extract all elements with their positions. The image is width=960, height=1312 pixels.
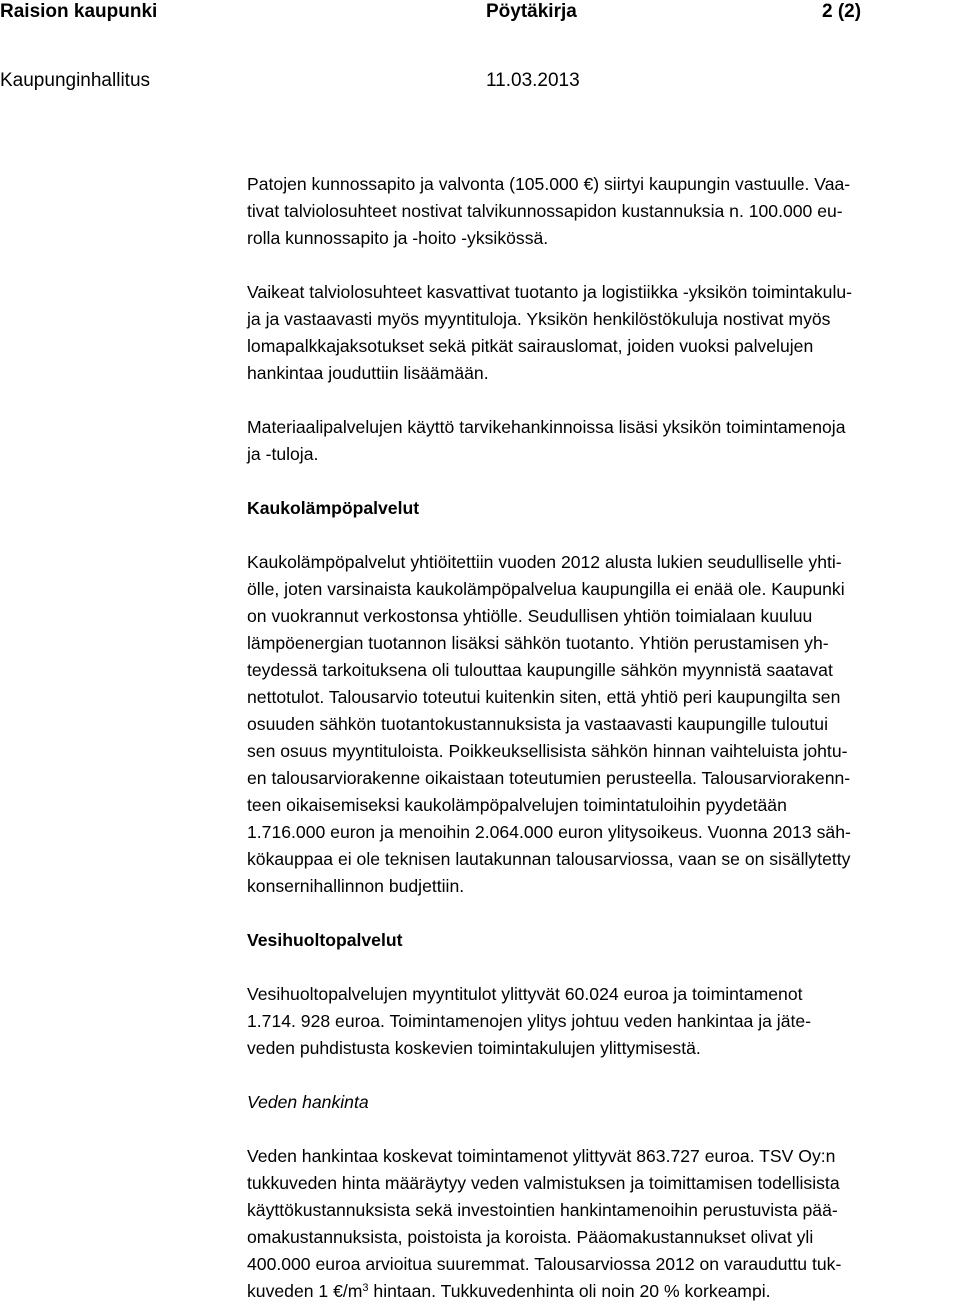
text-line: Vesihuoltopalvelujen myyntitulot ylittyvät 60.024 euroa ja toimintamenot: [247, 984, 803, 1004]
text-line: konsernihallinnon budjettiin.: [247, 876, 465, 896]
meeting-date: 11.03.2013: [486, 70, 580, 91]
text-line: Patojen kunnossapito ja valvonta (105.000 €) siirtyi kaupungin vastuulle. Vaa-: [247, 174, 851, 194]
text-line: 1.716.000 euron ja menoihin 2.064.000 euron ylitysoikeus. Vuonna 2013 säh-: [247, 822, 851, 842]
paragraph-dams: [247, 171, 959, 252]
text-line: 400.000 euroa arvioitua suuremmat. Talousarviossa 2012 on varauduttu tuk-: [247, 1254, 842, 1274]
paragraph-production-logistics: [247, 279, 959, 387]
text-line: ölle, joten varsinaista kaukolämpöpalvelua kaupungilla ei enää ole. Kaupunki: [247, 579, 845, 599]
text-line: tukkuveden hinta määräytyy veden valmistuksen ja toimittamisen todellisista: [247, 1173, 840, 1193]
section-heading-water-supply: Vesihuoltopalvelut: [247, 930, 403, 950]
paragraph-material-services: [247, 414, 959, 468]
text-line: ja ja vastaavasti myös myyntituloja. Yksikön henkilöstökuluja nostivat myös: [247, 309, 831, 329]
text-line: on vuokrannut verkostonsa yhtiölle. Seudullisen yhtiön toimialaan kuuluu: [247, 606, 813, 626]
text-line: Veden hankintaa koskevat toimintamenot ylittyvät 863.727 euroa. TSV Oy:n: [247, 1146, 836, 1166]
text-line: Kaukolämpöpalvelut yhtiöitettiin vuoden 2012 alusta lukien seudulliselle yhti-: [247, 552, 842, 572]
text-line: en talousarviorakenne oikaistaan toteutumien perusteella. Talousarviorakenn-: [247, 768, 851, 788]
document-body: [247, 171, 959, 1305]
text-segment: hintaan. Tukkuvedenhinta oli noin 20 % korkeampi.: [368, 1281, 771, 1301]
body-name: Kaupunginhallitus: [0, 70, 151, 91]
header-row-top: [0, 0, 960, 24]
text-line: tivat talviolosuhteet nostivat talvikunnossapidon kustannuksia n. 100.000 eu-: [247, 201, 843, 221]
organization-name: Raision kaupunki: [0, 1, 158, 22]
text-line: omakustannuksista, poistoista ja koroista. Pääomakustannukset olivat yli: [247, 1227, 814, 1247]
paragraph-water-procurement: [247, 1143, 959, 1305]
text-line: 1.714. 928 euroa. Toimintamenojen ylitys johtuu veden hankintaa ja jäte-: [247, 1011, 812, 1031]
header-row-bottom: [0, 69, 960, 93]
text-line: sen osuus myyntituloista. Poikkeuksellisista sähkön hinnan vaihteluista johtu-: [247, 741, 848, 761]
text-line: Materiaalipalvelujen käyttö tarvikehankinnoissa lisäsi yksikön toimintamenoja: [247, 417, 846, 437]
text-line: hankintaa jouduttiin lisäämään.: [247, 363, 489, 383]
superscript: 3: [362, 1282, 369, 1294]
paragraph-district-heating: [247, 549, 959, 900]
text-line: teydessä tarkoituksena oli tulouttaa kaupungille sähkön myynnistä saatavat: [247, 660, 833, 680]
text-line: kökauppaa ei ole teknisen lautakunnan talousarviossa, vaan se on sisällytetty: [247, 849, 851, 869]
text-line: ja -tuloja.: [247, 444, 319, 464]
text-line: veden puhdistusta koskevien toimintakulujen ylittymisestä.: [247, 1038, 701, 1058]
subheading-water-procurement: Veden hankinta: [247, 1092, 369, 1112]
page-number: 2 (2): [822, 1, 862, 22]
section-heading-district-heating: Kaukolämpöpalvelut: [247, 498, 420, 518]
document-header: [0, 0, 960, 100]
text-segment: kuveden 1 €/m: [247, 1281, 363, 1301]
paragraph-water-supply: [247, 981, 959, 1062]
text-line: lomapalkkajaksotukset sekä pitkät sairauslomat, joiden vuoksi palvelujen: [247, 336, 814, 356]
text-line: lämpöenergian tuotannon lisäksi sähkön tuotanto. Yhtiön perustamisen yh-: [247, 633, 829, 653]
text-line: Vaikeat talviolosuhteet kasvattivat tuotanto ja logistiikka -yksikön toimintakulu-: [247, 282, 852, 302]
text-line: osuuden sähkön tuotantokustannuksista ja vastaavasti kaupungille tuloutui: [247, 714, 828, 734]
text-line-last: [247, 1278, 959, 1305]
document-type: Pöytäkirja: [486, 1, 577, 22]
text-line: nettotulot. Talousarvio toteutui kuitenkin siten, että yhtiö peri kaupungilta sen: [247, 687, 841, 707]
text-line: rolla kunnossapito ja -hoito -yksikössä.: [247, 228, 549, 248]
text-line: teen oikaisemiseksi kaukolämpöpalvelujen toimintatuloihin pyydetään: [247, 795, 787, 815]
text-line: käyttökustannuksista sekä investointien hankintamenoihin perustuvista pää-: [247, 1200, 838, 1220]
